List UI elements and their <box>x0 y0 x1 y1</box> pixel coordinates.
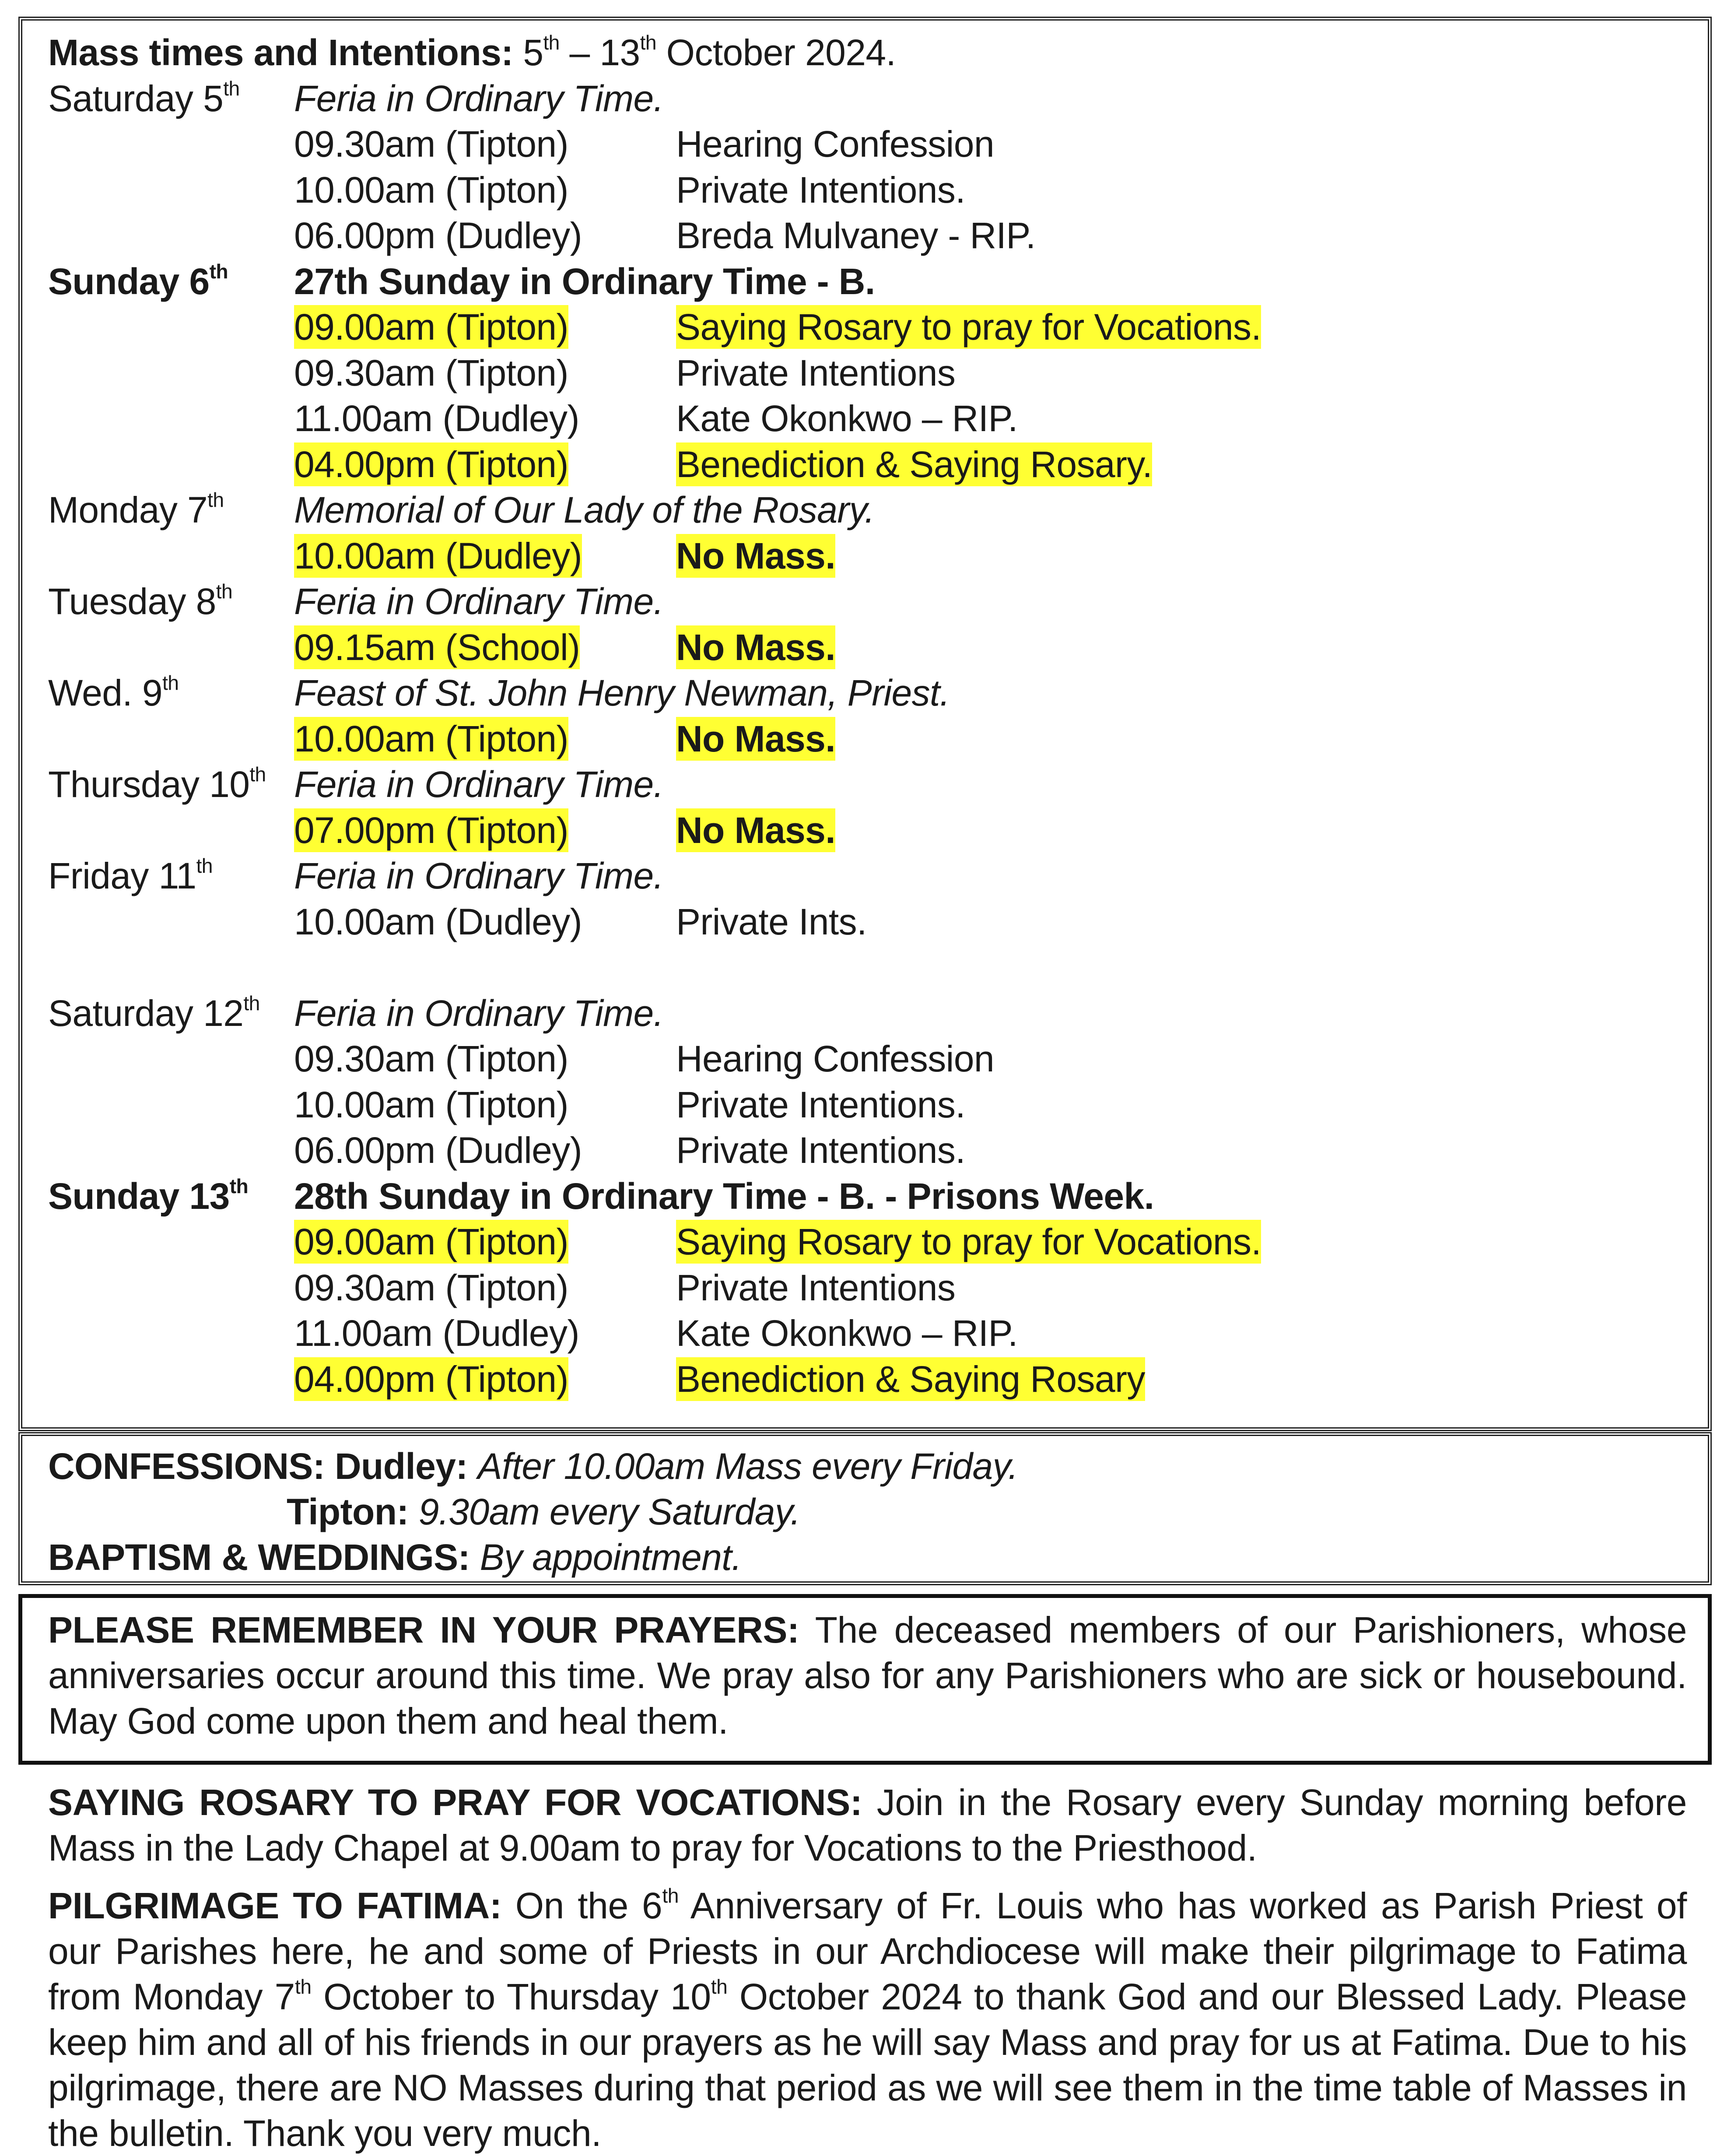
mass-time: 11.00am (Dudley) <box>294 1313 579 1354</box>
day-suffix: th <box>162 671 179 695</box>
prayers-text: The deceased members of our Parishioners, whose anniversaries occur around this time. We pray also for any Parishioners who are sick or housebound. May God come upon them and heal them. <box>48 1609 1687 1742</box>
day-suffix: th <box>207 488 224 512</box>
day-label <box>48 854 213 898</box>
confessions-label: CONFESSIONS: <box>48 1446 325 1487</box>
mass-intention: Hearing Confession <box>676 123 994 165</box>
day-suffix: th <box>209 260 228 283</box>
mass-intention: Benediction & Saying Rosary <box>676 1357 1145 1401</box>
mass-intention: Hearing Confession <box>676 1038 994 1079</box>
day-celebration: Feria in Ordinary Time. <box>294 855 664 896</box>
mass-time: 07.00pm (Tipton) <box>294 808 568 852</box>
fatima-text: On the 6th Anniversary of Fr. Louis who has worked as Parish Priest of our Parishes here, he and some of Priests in our Archdiocese will make their pilgrimage to Fatima from Monday 7th October to Thursday 10th October 2024 to thank God and our Blessed Lady. Please keep him and all of his friends in our prayers as he will say Mass and pray for us at Fatima. Due to his pilgrimage, there are NO Masses during that period as we will see them in the time table of Masses in the bulletin. Thank you very much. <box>48 1884 1687 2154</box>
rosary-paragraph <box>48 1780 1687 1871</box>
confessions-dudley-label: Dudley: <box>334 1446 468 1487</box>
mass-intention: Private Intentions <box>676 352 956 393</box>
fatima-paragraph <box>48 1883 1687 2156</box>
day-name: Sunday 13 <box>48 1175 230 1217</box>
day-name: Friday 11 <box>48 855 196 896</box>
mass-time: 09.30am (Tipton) <box>294 123 568 165</box>
mass-time: 10.00am (Tipton) <box>294 1084 568 1125</box>
day-suffix: th <box>216 580 233 603</box>
mass-intention: Private Intentions. <box>676 1084 965 1125</box>
day-celebration: Feria in Ordinary Time. <box>294 77 664 119</box>
mass-intention: Saying Rosary to pray for Vocations. <box>676 305 1261 349</box>
mass-intention: No Mass. <box>676 534 835 578</box>
day-celebration: Feria in Ordinary Time. <box>294 992 664 1034</box>
mass-intention: No Mass. <box>676 717 835 761</box>
day-name: Sunday 6 <box>48 260 210 302</box>
mass-time: 10.00am (Dudley) <box>294 901 582 942</box>
mass-intention: Kate Okonkwo – RIP. <box>676 398 1018 439</box>
mass-intention: Saying Rosary to pray for Vocations. <box>676 1220 1261 1264</box>
fatima-label: PILGRIMAGE TO FATIMA: <box>48 1885 502 1926</box>
day-suffix: th <box>229 1174 249 1197</box>
mass-intention: Private Intentions. <box>676 169 965 211</box>
confessions-tipton-label: Tipton: <box>287 1491 409 1532</box>
mass-intention: Private Intentions. <box>676 1130 965 1171</box>
day-celebration: 27th Sunday in Ordinary Time - B. <box>294 260 875 302</box>
mass-intention: No Mass. <box>676 625 835 669</box>
mass-times-date-range: 5th – 13th October 2024. <box>523 31 896 73</box>
confessions-tipton-text: 9.30am every Saturday. <box>418 1491 800 1532</box>
mass-time: 09.30am (Tipton) <box>294 1038 568 1079</box>
mass-time: 10.00am (Tipton) <box>294 717 568 761</box>
mass-time: 10.00am (Dudley) <box>294 534 582 578</box>
day-label <box>48 260 228 303</box>
confessions-dudley-text: After 10.00am Mass every Friday. <box>477 1446 1018 1487</box>
day-suffix: th <box>196 854 213 878</box>
day-name: Wed. 9 <box>48 672 162 713</box>
mass-time: 04.00pm (Tipton) <box>294 1357 568 1401</box>
mass-intention: Kate Okonkwo – RIP. <box>676 1313 1018 1354</box>
prayers-paragraph <box>48 1607 1687 1744</box>
day-suffix: th <box>243 991 260 1015</box>
mass-time: 09.00am (Tipton) <box>294 305 568 349</box>
day-label <box>48 762 266 806</box>
mass-times-heading: Mass times and Intentions: <box>48 32 513 73</box>
day-celebration: 28th Sunday in Ordinary Time - B. - Prisons Week. <box>294 1175 1154 1217</box>
day-label <box>48 77 240 120</box>
mass-time: 06.00pm (Dudley) <box>294 1130 582 1171</box>
day-suffix: th <box>223 77 240 100</box>
baptism-line <box>48 1535 742 1579</box>
mass-time: 09.30am (Tipton) <box>294 352 568 393</box>
day-label <box>48 579 232 623</box>
mass-time: 06.00pm (Dudley) <box>294 215 582 256</box>
mass-time: 04.00pm (Tipton) <box>294 442 568 486</box>
day-label <box>48 1174 248 1218</box>
mass-intention: Private Ints. <box>676 901 867 942</box>
day-label <box>48 671 179 715</box>
mass-intention: No Mass. <box>676 808 835 852</box>
day-label <box>48 488 224 532</box>
prayers-label: PLEASE REMEMBER IN YOUR PRAYERS: <box>48 1609 799 1650</box>
confessions-tipton-line <box>287 1490 800 1534</box>
mass-intention: Breda Mulvaney - RIP. <box>676 215 1036 256</box>
day-celebration: Memorial of Our Lady of the Rosary. <box>294 489 875 530</box>
day-name: Monday 7 <box>48 489 208 530</box>
baptism-label: BAPTISM & WEDDINGS: <box>48 1537 470 1578</box>
confessions-line <box>48 1444 1018 1488</box>
day-name: Saturday 5 <box>48 77 224 119</box>
mass-times-title <box>48 31 896 74</box>
rosary-label: SAYING ROSARY TO PRAY FOR VOCATIONS: <box>48 1782 862 1823</box>
baptism-text: By appointment. <box>480 1537 742 1578</box>
day-label <box>48 991 260 1035</box>
mass-intention: Benediction & Saying Rosary. <box>676 442 1152 486</box>
mass-time: 11.00am (Dudley) <box>294 398 579 439</box>
day-name: Thursday 10 <box>48 764 250 805</box>
day-celebration: Feast of St. John Henry Newman, Priest. <box>294 672 950 713</box>
day-celebration: Feria in Ordinary Time. <box>294 764 664 805</box>
mass-time: 09.00am (Tipton) <box>294 1220 568 1264</box>
rosary-text: Join in the Rosary every Sunday morning before Mass in the Lady Chapel at 9.00am to pray for Vocations to the Priesthood. <box>48 1782 1687 1868</box>
mass-time: 09.30am (Tipton) <box>294 1267 568 1308</box>
day-suffix: th <box>249 763 266 786</box>
day-celebration: Feria in Ordinary Time. <box>294 581 664 622</box>
day-name: Tuesday 8 <box>48 581 216 622</box>
day-name: Saturday 12 <box>48 992 244 1034</box>
mass-time: 10.00am (Tipton) <box>294 169 568 211</box>
mass-time: 09.15am (School) <box>294 625 580 669</box>
mass-intention: Private Intentions <box>676 1267 956 1308</box>
